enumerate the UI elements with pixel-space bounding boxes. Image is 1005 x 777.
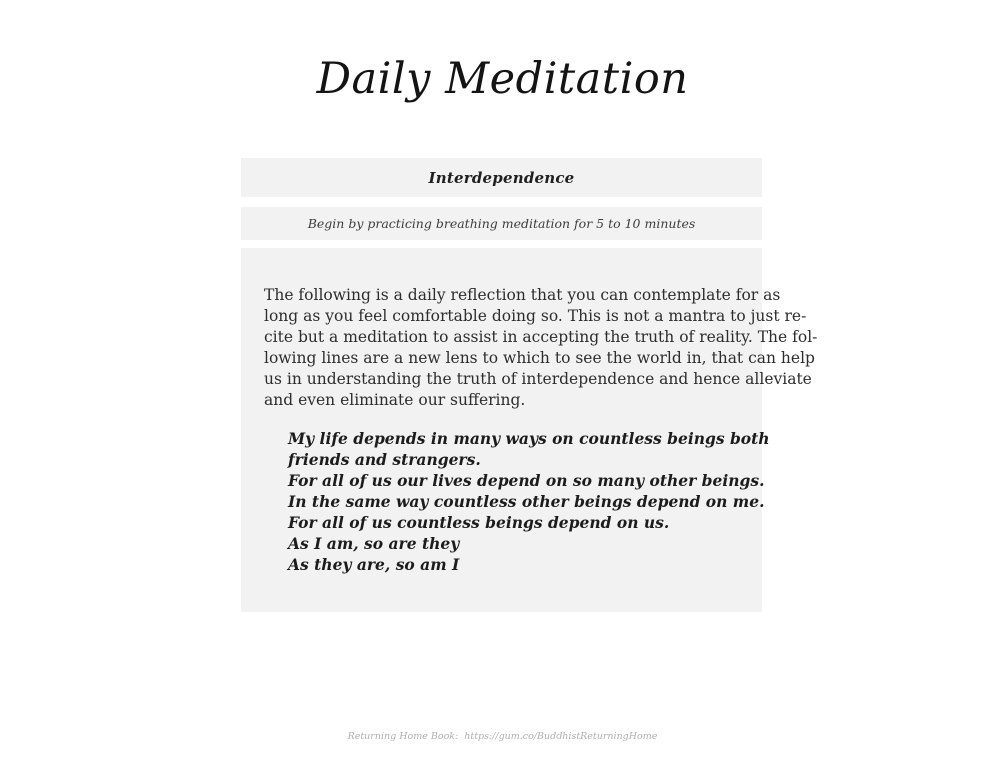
- intro-line: The following is a daily reflection that you can contemplate for as: [264, 286, 781, 304]
- instruction-text: Begin by practicing breathing meditation for 5 to 10 minutes: [307, 216, 696, 231]
- footer-label: Returning Home Book:: [347, 731, 459, 742]
- intro-line: us in understanding the truth of interdependence and hence alleviate: [264, 370, 812, 388]
- verse-line: As they are, so am I: [288, 555, 460, 574]
- verse-line: For all of us our lives depend on so many other beings.: [288, 471, 765, 490]
- footer-url-link[interactable]: https://gum.co/BuddhistReturningHome: [464, 731, 658, 742]
- reflection-body: [241, 248, 818, 612]
- intro-line: and even eliminate our suffering.: [264, 391, 526, 409]
- topic-title: Interdependence: [428, 168, 575, 187]
- intro-line: long as you feel comfortable doing so. This is not a mantra to just re-: [264, 307, 807, 325]
- verse-line: friends and strangers.: [288, 450, 481, 469]
- verse-line: As I am, so are they: [288, 534, 460, 553]
- intro-line: lowing lines are a new lens to which to see the world in, that can help: [264, 349, 815, 367]
- verse-line: In the same way countless other beings depend on me.: [288, 492, 765, 511]
- page-footer: [0, 731, 1005, 742]
- verse-line: My life depends in many ways on countless beings both: [288, 429, 770, 448]
- page-title: Daily Meditation: [316, 54, 689, 104]
- verse-line: For all of us countless beings depend on us.: [288, 513, 670, 532]
- intro-line: cite but a meditation to assist in accepting the truth of reality. The fol-: [264, 328, 818, 346]
- reflection-verse: [288, 428, 770, 575]
- instruction-banner: [241, 207, 762, 240]
- intro-paragraph: [264, 285, 818, 411]
- topic-header: [241, 158, 762, 197]
